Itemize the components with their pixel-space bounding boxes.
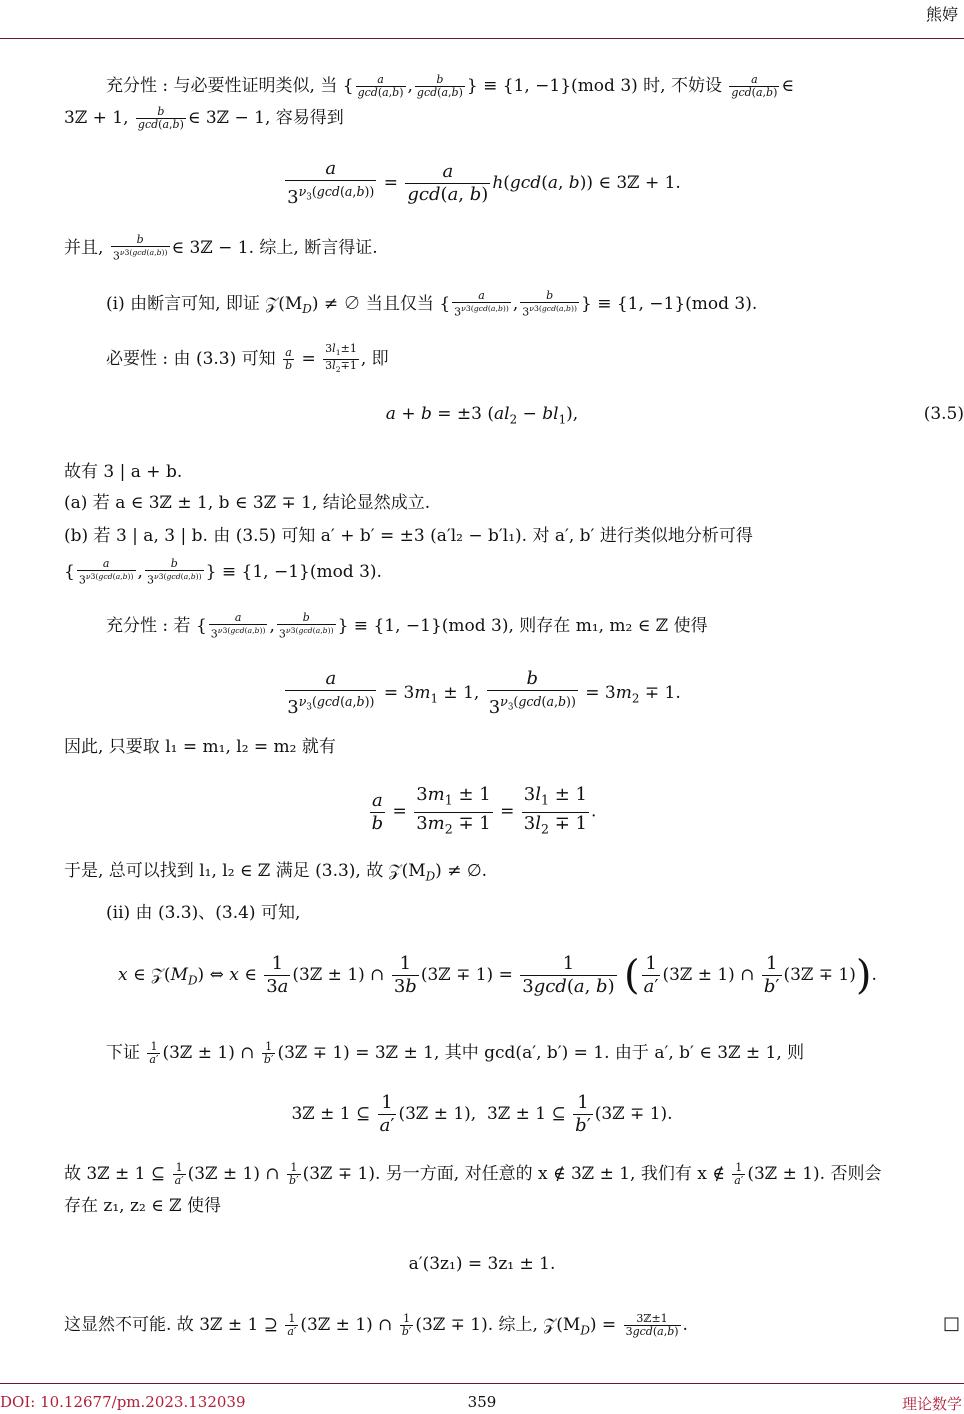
paragraph-then: 于是, 总可以找到 l₁, l₂ ∈ ℤ 满足 (3.3), 故 $𝒵(M_D)$ ≠ ∅. bbox=[64, 861, 488, 884]
paragraph-final: 这显然不可能. 故 3ℤ ± 1 ⊇ $\frac{1}{a'}$ (3ℤ ± 1) ∩ $\frac{1}{b'}$ (3ℤ ∓ 1). 综上, $𝒵(M_D)$ = $\frac{\text{3ℤ±1}}{3\gcd(a,b)}$ . bbox=[64, 1312, 688, 1338]
paragraph-sufficiency-line1: 充分性 : 与必要性证明类似, 当 { $\frac{a}{\gcd(a,b)}$ , $\frac{b}{\gcd(a,b)}$ } ≡ {1, −1}(mod 3) 时, 不妨设 $\frac{a}{\gcd(a,b)}$ ∈ bbox=[106, 73, 794, 99]
paragraph-hence: 故有 3 | a + b. bbox=[64, 462, 183, 482]
paragraph-exist: 存在 z₁, z₂ ∈ ℤ 使得 bbox=[64, 1196, 221, 1216]
equation-number-3-5: (3.5) bbox=[923, 404, 964, 424]
header-rule bbox=[0, 38, 964, 39]
qed-symbol: □ bbox=[942, 1313, 960, 1334]
paragraph-case-b-result: { $\frac{a}{3^{\nu 3(gcd(a,b))}}$ , $\frac{b}{3^{\nu 3(gcd(a,b))}}$ } ≡ {1, −1}(mod 3). bbox=[64, 557, 382, 587]
paragraph-prove: 下证 $\frac{1}{a'}$ (3ℤ ± 1) ∩ $\frac{1}{b'}$ (3ℤ ∓ 1) = 3ℤ ± 1, 其中 gcd(a′, b′) = 1. 由于 a′, b′ ∈ 3ℤ ± 1, 则 bbox=[106, 1040, 805, 1066]
journal-name[interactable]: 理论数学 bbox=[901, 1395, 962, 1413]
equation-display-5: 3ℤ ± 1 ⊆ $\frac{1}{a'}$ (3ℤ ± 1), 3ℤ ± 1 ⊆ $\frac{1}{b'}$ (3ℤ ∓ 1). bbox=[291, 1092, 673, 1136]
equation-3-5: a + b = ±3 $(al_2 - bl_1)$, (3.5) bbox=[385, 404, 964, 427]
equation-display-6: a′(3z₁) = 3z₁ ± 1. bbox=[408, 1254, 556, 1274]
equation-display-2: $\frac{a}{3^{\nu_3(gcd(a,b))}}$ = $3m_1 \pm 1$, $\frac{b}{3^{\nu_3(gcd(a,b))}}$ = $3m_2 \mp 1$. bbox=[287, 668, 681, 718]
paragraph-so: 故 3ℤ ± 1 ⊆ $\frac{1}{a'}$ (3ℤ ± 1) ∩ $\frac{1}{b'}$ (3ℤ ∓ 1). 另一方面, 对任意的 x ∉ 3ℤ ± 1, 我们有 x ∉ $\frac{1}{a'}$ (3ℤ ± 1). 否则会 bbox=[64, 1161, 882, 1187]
equation-display-1: $\frac{a}{3^{\nu_3(gcd(a,b))}}$ = $\frac{a}{\gcd(a, b)}$ h(gcd(a, b)) ∈ 3ℤ + 1. bbox=[287, 158, 681, 208]
footer bbox=[0, 1393, 964, 1413]
equation-display-4: x ∈ $𝒵(M_D)$ ⇔ x ∈ $\frac{1}{3a}$ (3ℤ ± 1) ∩ $\frac{1}{3b}$ (3ℤ ∓ 1) = $\frac{1}{3\gcd(a, b)}$ ( $\frac{1}{a'}$ (3ℤ ± 1) ∩ $\frac{1}{b'}$ (3ℤ ∓ 1)). bbox=[118, 952, 877, 999]
paragraph-necessity: 必要性 : 由 (3.3) 可知 $\frac{a}{b}$ = $\frac{3l_1\pm 1}{3l_2\mp 1}$ , 即 bbox=[106, 342, 389, 375]
doi-link[interactable]: DOI: 10.12677/pm.2023.132039 bbox=[0, 1393, 246, 1411]
paragraph-thus: 因此, 只要取 l₁ = m₁, l₂ = m₂ 就有 bbox=[64, 737, 336, 757]
paragraph-case-a: (a) 若 a ∈ 3ℤ ± 1, b ∈ 3ℤ ∓ 1, 结论显然成立. bbox=[64, 493, 431, 513]
header-author: 熊婷 bbox=[925, 5, 958, 24]
paragraph-sufficiency-line2: 3ℤ + 1, $\frac{b}{\gcd(a,b)}$ ∈ 3ℤ − 1, 容易得到 bbox=[64, 105, 344, 131]
equation-display-3: $\frac{a}{b}$ = $\frac{3m_1 \pm 1}{3m_2 \mp 1}$ = $\frac{3l_1 \pm 1}{3l_2 \mp 1}$ . bbox=[371, 784, 597, 837]
paragraph-ii: (ii) 由 (3.3)、(3.4) 可知, bbox=[106, 903, 301, 923]
paragraph-and: 并且, $\frac{b}{3^{\nu 3(gcd(a,b))}}$ ∈ 3ℤ − 1. 综上, 断言得证. bbox=[64, 233, 378, 263]
paragraph-sufficiency-2: 充分性 : 若 { $\frac{a}{3^{\nu 3(gcd(a,b))}}$ , $\frac{b}{3^{\nu 3(gcd(a,b))}}$ } ≡ {1, −1}(mod 3), 则存在 m₁, m₂ ∈ ℤ 使得 bbox=[106, 611, 708, 641]
page-number: 359 bbox=[467, 1393, 497, 1411]
footer-rule bbox=[0, 1383, 964, 1384]
paragraph-i: (i) 由断言可知, 即证 $𝒵(M_D)$ ≠ ∅ 当且仅当 { $\frac{a}{3^{\nu 3(gcd(a,b))}}$ , $\frac{b}{3^{\nu 3(gcd(a,b))}}$ } ≡ {1, −1}(mod 3). bbox=[106, 289, 758, 319]
paragraph-case-b: (b) 若 3 | a, 3 | b. 由 (3.5) 可知 a′ + b′ = ±3 (a′l₂ − b′l₁). 对 a′, b′ 进行类似地分析可得 bbox=[64, 526, 753, 546]
